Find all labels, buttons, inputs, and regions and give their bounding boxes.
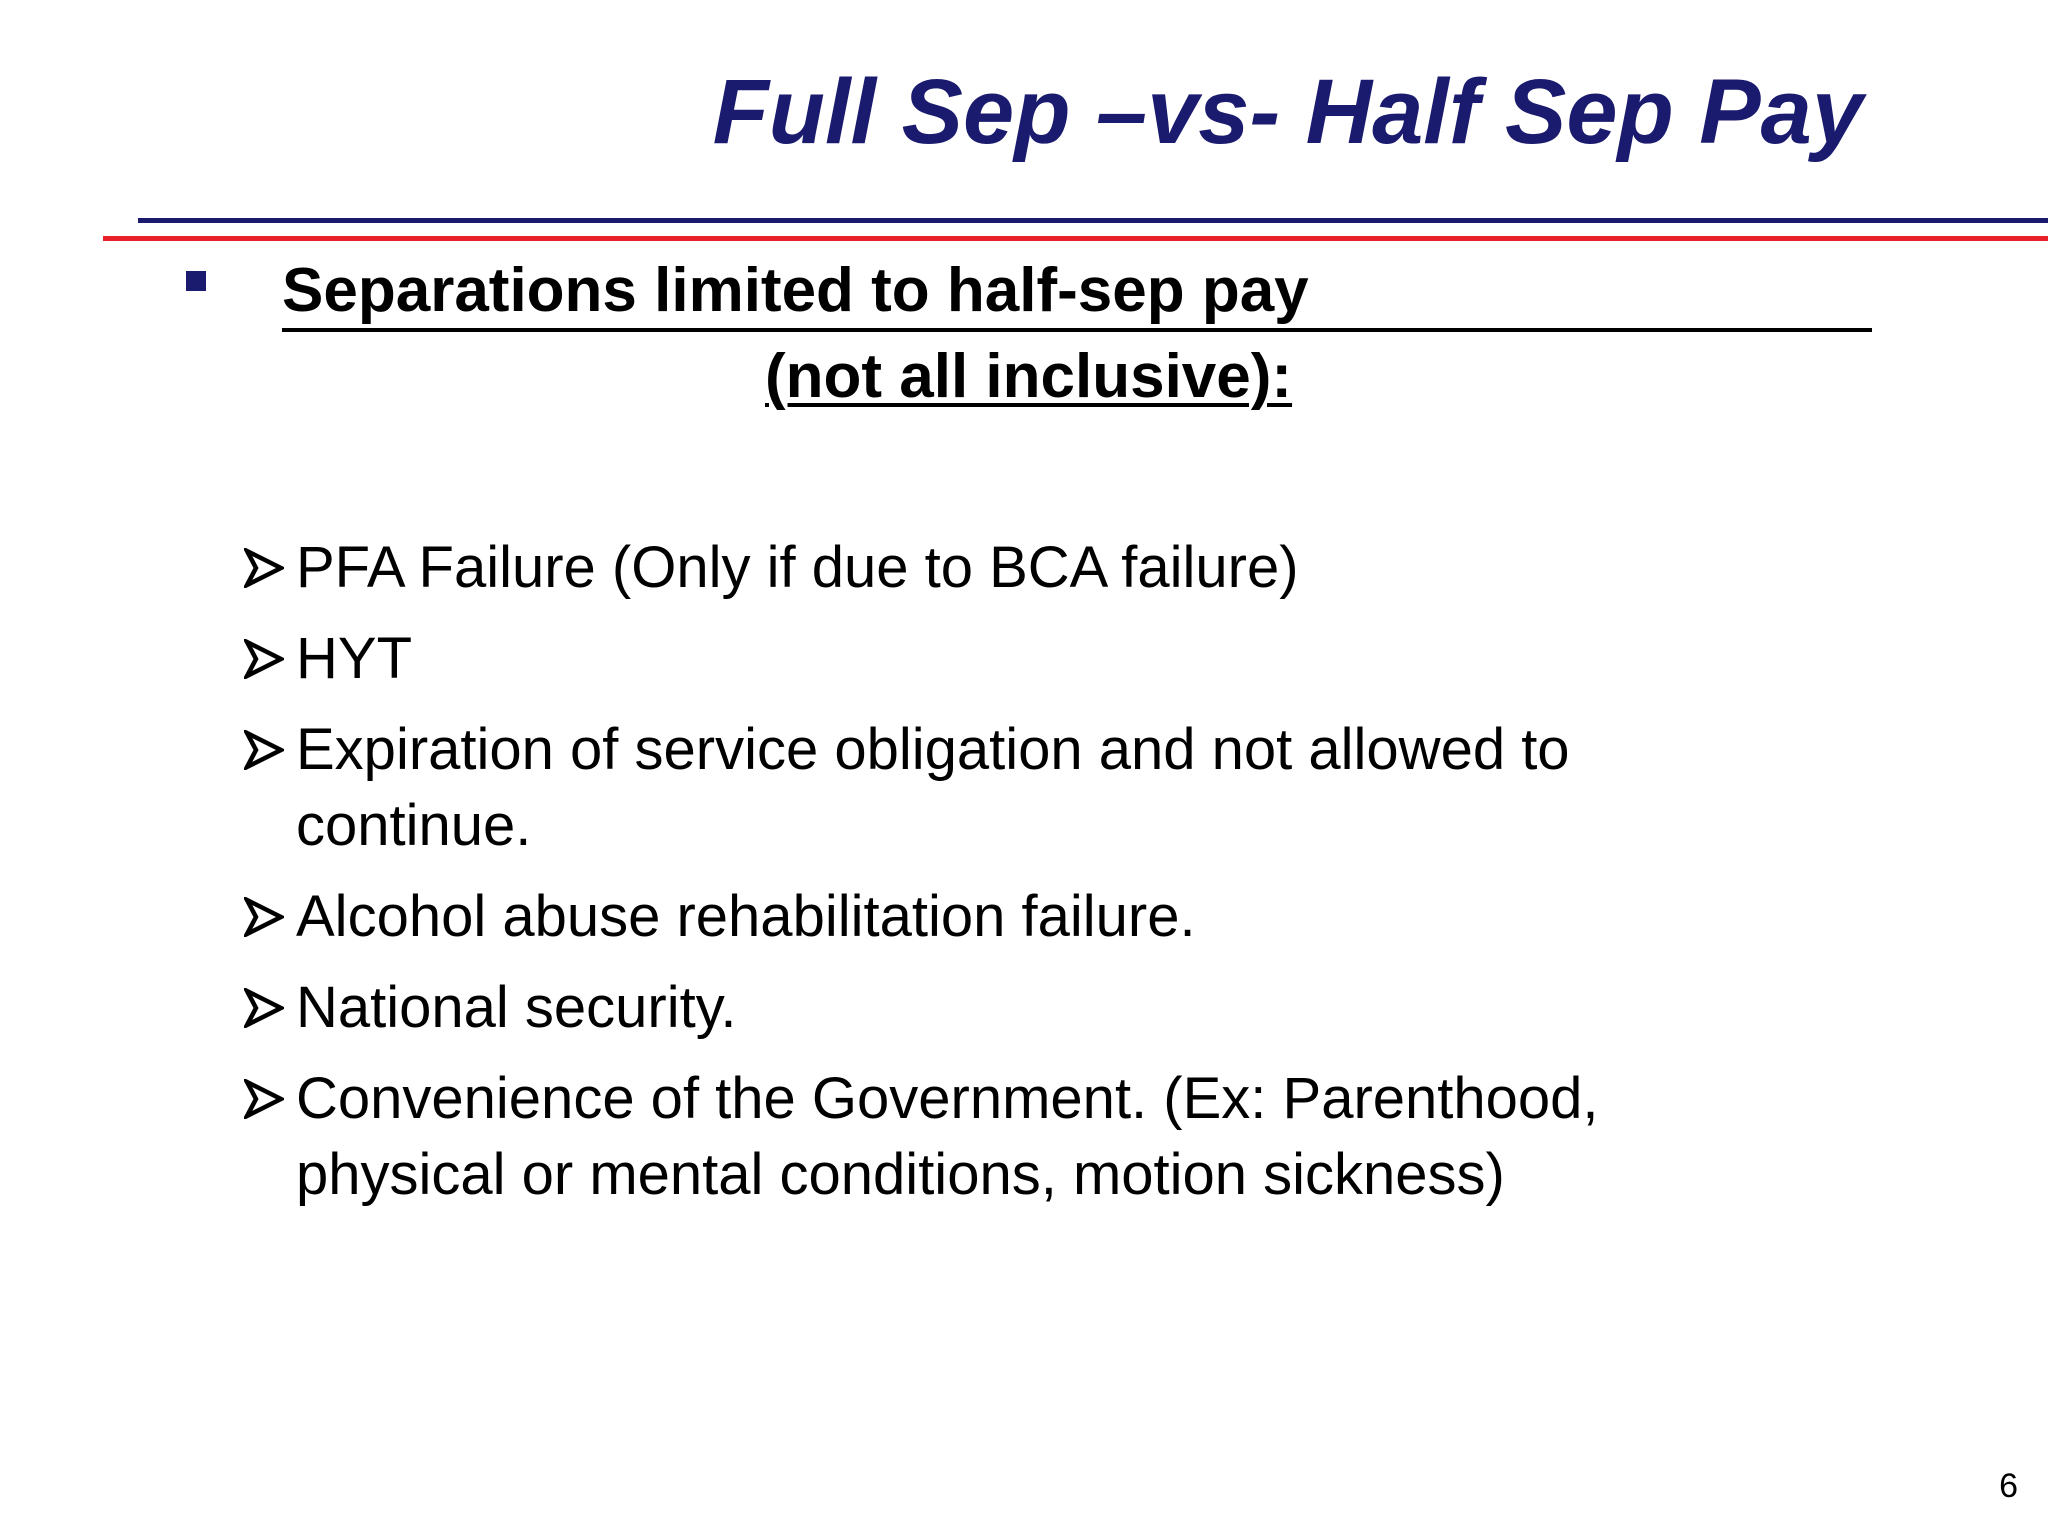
list-item: [244, 621, 1804, 697]
arrowhead-bullet-icon: [244, 530, 288, 606]
list-item: [244, 530, 1804, 606]
list-item-text: Expiration of service obligation and not allowed to continue.: [296, 717, 1570, 858]
title-divider-red: [103, 236, 2048, 241]
list-item-text: National security.: [296, 975, 737, 1040]
arrowhead-bullet-icon: [244, 970, 288, 1046]
list-item: [244, 970, 1804, 1046]
square-bullet-icon: [186, 271, 206, 291]
page-number: 6: [1999, 1467, 2018, 1505]
list-item-text: HYT: [296, 626, 412, 691]
arrowhead-bullet-icon: [244, 879, 288, 955]
section-heading-qualifier: (not all inclusive):: [765, 342, 1293, 411]
arrowhead-bullet-icon: [244, 712, 288, 788]
list-item-text: PFA Failure (Only if due to BCA failure): [296, 535, 1299, 600]
arrowhead-bullet-icon: [244, 1061, 288, 1137]
section-heading: Separations limited to half-sep pay: [282, 254, 1872, 332]
arrowhead-bullet-icon: [244, 621, 288, 697]
list-item: [244, 1061, 1804, 1213]
list-item-text: Convenience of the Government. (Ex: Parenthood, physical or mental conditions, motion sickness): [296, 1066, 1599, 1207]
list-item: [244, 712, 1804, 864]
list-item-text: Alcohol abuse rehabilitation failure.: [296, 884, 1196, 949]
list-item: [244, 879, 1804, 955]
title-divider-blue: [138, 218, 2048, 223]
separation-list: [244, 530, 1804, 1228]
slide-title: Full Sep –vs- Half Sep Pay: [712, 61, 1863, 163]
